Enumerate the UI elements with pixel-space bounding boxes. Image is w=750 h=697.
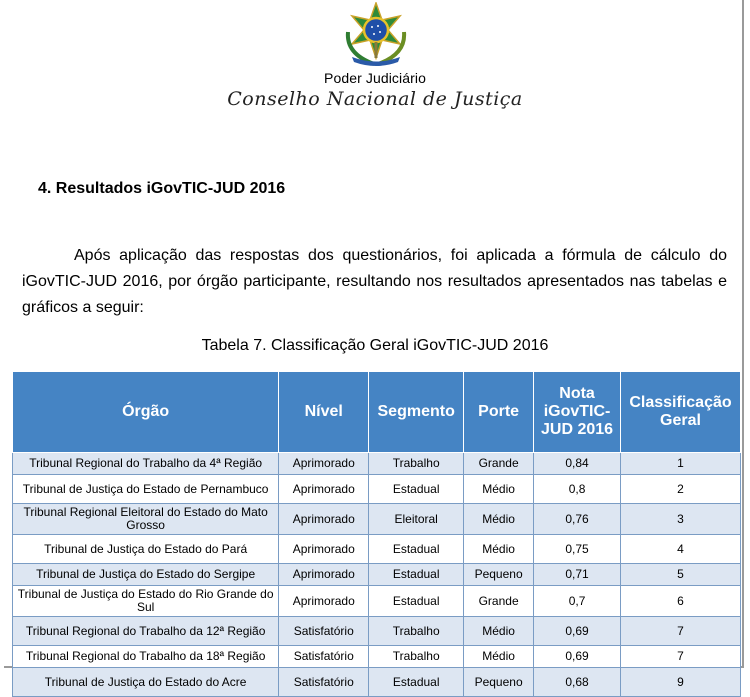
cell-nivel: Aprimorado: [279, 535, 369, 564]
cell-segmento: Trabalho: [369, 453, 464, 475]
cell-orgao: Tribunal de Justiça do Estado do Rio Grande do Sul: [13, 586, 279, 617]
table-row: [13, 617, 741, 646]
cell-orgao: Tribunal de Justiça do Estado do Acre: [13, 668, 279, 697]
cell-nota: 0,75: [534, 535, 621, 564]
cell-porte: Pequeno: [464, 668, 534, 697]
cell-nota: 0,69: [534, 617, 621, 646]
table-row: [13, 504, 741, 535]
brazil-coat-of-arms-icon: [338, 2, 414, 68]
cell-nivel: Aprimorado: [279, 504, 369, 535]
cell-nota: 0,84: [534, 453, 621, 475]
cell-nivel: Satisfatório: [279, 646, 369, 668]
cell-segmento: Estadual: [369, 475, 464, 504]
results-table: [12, 371, 741, 697]
cell-nota: 0,69: [534, 646, 621, 668]
col-header-classificacao: Classificação Geral: [621, 372, 741, 453]
cell-porte: Médio: [464, 535, 534, 564]
col-header-orgao: Órgão: [13, 372, 279, 453]
cell-orgao: Tribunal Regional do Trabalho da 12ª Região: [13, 617, 279, 646]
table-row: [13, 564, 741, 586]
table-row: [13, 535, 741, 564]
table-caption: Tabela 7. Classificação Geral iGovTIC-JUD 2016: [201, 337, 549, 354]
cell-orgao: Tribunal de Justiça do Estado do Sergipe: [13, 564, 279, 586]
intro-paragraph: Após aplicação das respostas dos questionários, foi aplicada a fórmula de cálculo do iGovTIC-JUD 2016, por órgão participante, resultando nos resultados apresentados nas tabelas e gráficos a seguir:: [22, 247, 727, 316]
col-header-segmento: Segmento: [369, 372, 464, 453]
section-title: 4. Resultados iGovTIC-JUD 2016: [38, 180, 286, 197]
cell-nivel: Satisfatório: [279, 617, 369, 646]
cell-orgao: Tribunal Regional do Trabalho da 4ª Região: [13, 453, 279, 475]
cell-segmento: Estadual: [369, 535, 464, 564]
cell-nivel: Satisfatório: [279, 668, 369, 697]
cell-classificacao: 3: [621, 504, 741, 535]
cell-porte: Médio: [464, 617, 534, 646]
cell-orgao: Tribunal Regional do Trabalho da 18ª Região: [13, 646, 279, 668]
cell-orgao: Tribunal de Justiça do Estado do Pará: [13, 535, 279, 564]
table-row: [13, 586, 741, 617]
cell-nivel: Aprimorado: [279, 453, 369, 475]
cell-nota: 0,68: [534, 668, 621, 697]
cell-porte: Grande: [464, 453, 534, 475]
cell-classificacao: 4: [621, 535, 741, 564]
cell-nota: 0,7: [534, 586, 621, 617]
col-header-porte: Porte: [464, 372, 534, 453]
cell-segmento: Eleitoral: [369, 504, 464, 535]
cell-classificacao: 7: [621, 646, 741, 668]
cell-classificacao: 9: [621, 668, 741, 697]
cell-porte: Médio: [464, 475, 534, 504]
cell-nota: 0,71: [534, 564, 621, 586]
council-name: Conselho Nacional de Justiça: [227, 88, 523, 110]
cell-segmento: Estadual: [369, 668, 464, 697]
cell-nivel: Aprimorado: [279, 586, 369, 617]
cell-nota: 0,8: [534, 475, 621, 504]
cell-porte: Médio: [464, 646, 534, 668]
cell-segmento: Trabalho: [369, 646, 464, 668]
table-row: [13, 668, 741, 697]
cell-porte: Médio: [464, 504, 534, 535]
cell-classificacao: 6: [621, 586, 741, 617]
cell-nota: 0,76: [534, 504, 621, 535]
org-name: Poder Judiciário: [324, 70, 426, 86]
cell-orgao: Tribunal de Justiça do Estado de Pernambuco: [13, 475, 279, 504]
cell-segmento: Trabalho: [369, 617, 464, 646]
cell-classificacao: 7: [621, 617, 741, 646]
cell-classificacao: 5: [621, 564, 741, 586]
cell-porte: Pequeno: [464, 564, 534, 586]
table-header-row: [13, 372, 741, 453]
col-header-nota: Nota iGovTIC-JUD 2016: [534, 372, 621, 453]
table-row: [13, 475, 741, 504]
col-header-nivel: Nível: [279, 372, 369, 453]
cell-porte: Grande: [464, 586, 534, 617]
cell-orgao: Tribunal Regional Eleitoral do Estado do Mato Grosso: [13, 504, 279, 535]
table-row: [13, 646, 741, 668]
cell-segmento: Estadual: [369, 586, 464, 617]
table-row: [13, 453, 741, 475]
cell-classificacao: 2: [621, 475, 741, 504]
cell-nivel: Aprimorado: [279, 564, 369, 586]
cell-segmento: Estadual: [369, 564, 464, 586]
cell-classificacao: 1: [621, 453, 741, 475]
cell-nivel: Aprimorado: [279, 475, 369, 504]
